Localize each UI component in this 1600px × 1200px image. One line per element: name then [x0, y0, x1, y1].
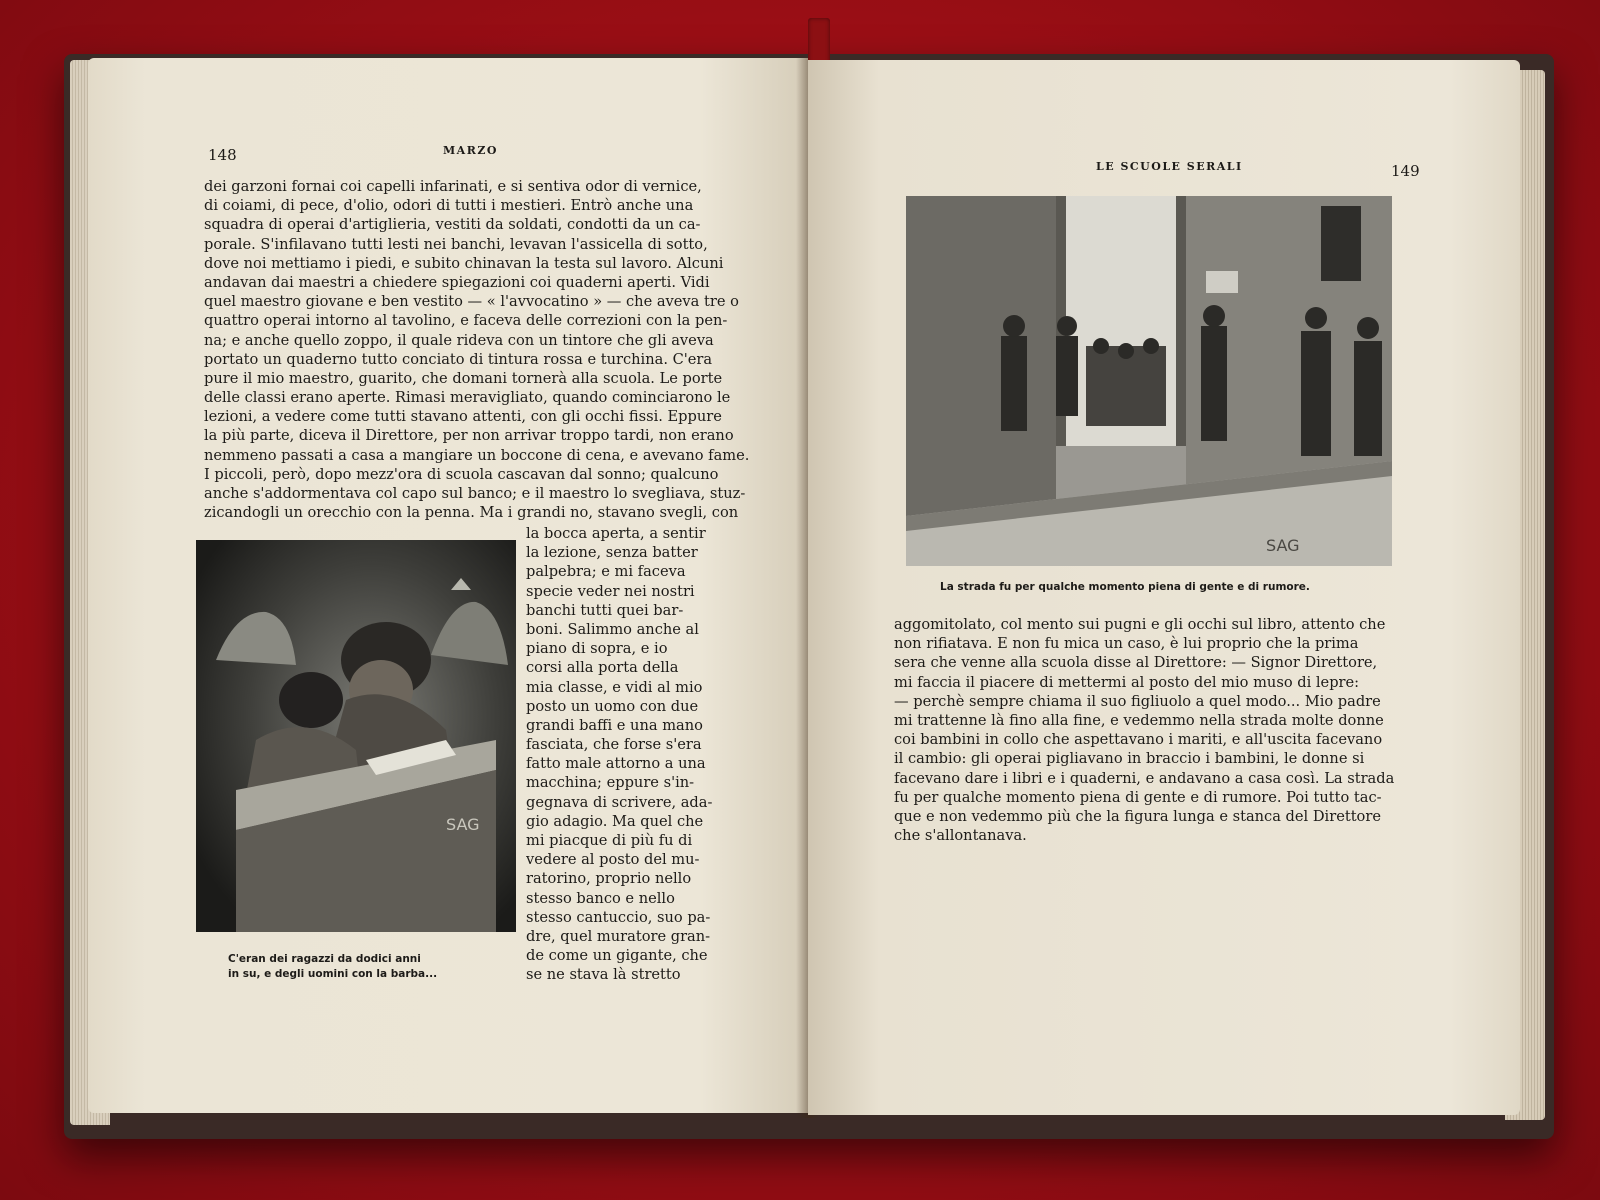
illustration-signature-left: SAG — [446, 815, 480, 834]
text-line: grandi baffi e una mano — [526, 716, 703, 734]
caption-left-line-2: in su, e degli uomini con la barba... — [228, 968, 438, 980]
text-line: que e non vedemmo più che la figura lunga e stanca del Direttore — [894, 807, 1381, 825]
text-line: zicandogli un orecchio con la penna. Ma i grandi no, stavano svegli, con — [204, 504, 739, 522]
running-head-left: MARZO — [443, 144, 498, 157]
text-line: nemmeno passati a casa a mangiare un boccone di cena, e avevano fame. — [204, 446, 750, 464]
text-line: il cambio: gli operai pigliavano in braccio i bambini, le donne si — [894, 750, 1365, 768]
text-line: se ne stava là stretto — [526, 966, 681, 984]
text-line: boni. Salimmo anche al — [526, 620, 699, 638]
text-line: gegnava di scrivere, ada- — [526, 793, 713, 811]
text-line: fu per qualche momento piena di gente e di rumore. Poi tutto tac- — [894, 788, 1382, 806]
text-line: mi trattenne là fino alla fine, e vedemmo nella strada molte donne — [894, 711, 1384, 729]
text-line: non rifiatava. E non fu mica un caso, è lui proprio che la prima — [894, 635, 1359, 653]
text-line: mi faccia il piacere di mettermi al posto del mio muso di lepre: — [894, 673, 1360, 691]
text-line: la lezione, senza batter — [526, 544, 698, 562]
caption-left — [228, 952, 437, 982]
text-line: specie veder nei nostri — [526, 582, 695, 600]
illustration-signature-right: SAG — [1266, 536, 1300, 555]
text-line: sera che venne alla scuola disse al Direttore: — Signor Direttore, — [894, 654, 1378, 672]
text-line: stesso banco e nello — [526, 889, 675, 907]
text-line: quel maestro giovane e ben vestito — « l'avvocatino » — che aveva tre o — [204, 293, 739, 311]
text-line: mi piacque di più fu di — [526, 832, 693, 849]
right-page — [808, 60, 1520, 1115]
text-line: coi bambini in collo che aspettavano i mariti, e all'uscita facevano — [894, 731, 1383, 749]
running-head-right: LE SCUOLE SERALI — [1096, 160, 1243, 173]
text-line: la bocca aperta, a sentir — [526, 525, 706, 542]
text-line: dei garzoni fornai coi capelli infarinati, e si sentiva odor di vernice, — [204, 178, 702, 195]
text-line: I piccoli, però, dopo mezz'ora di scuola cascavan dal sonno; qualcuno — [204, 465, 719, 483]
text-line: portato un quaderno tutto conciato di tintura rossa e turchina. C'era — [204, 350, 713, 368]
text-line: facevano dare i libri e i quaderni, e andavano a casa così. La strada — [894, 769, 1395, 787]
text-line: la più parte, diceva il Direttore, per non arrivar troppo tardi, non erano — [204, 427, 734, 445]
text-line: pure il mio maestro, guarito, che domani tornerà alla scuola. Le porte — [204, 369, 723, 387]
text-line: na; e anche quello zoppo, il quale rideva con un tintore che gli aveva — [204, 331, 714, 349]
left-narrow-text-block — [526, 524, 714, 985]
text-line: gio adagio. Ma quel che — [526, 812, 704, 830]
text-line: de come un gigante, che — [526, 947, 708, 965]
text-line: di coiami, di pece, d'olio, odori di tutti i mestieri. Entrò anche una — [204, 197, 694, 215]
caption-left-line-1: C'eran dei ragazzi da dodici anni — [228, 953, 421, 965]
text-line: aggomitolato, col mento sui pugni e gli occhi sul libro, attento che — [894, 616, 1386, 633]
text-line: squadra di operai d'artiglieria, vestiti da soldati, condotti da un ca- — [204, 216, 701, 234]
text-line: piano di sopra, e io — [526, 640, 668, 658]
text-line: stesso cantuccio, suo pa- — [526, 908, 711, 926]
text-line: ratorino, proprio nello — [526, 870, 692, 888]
page-number-right: 149 — [1391, 162, 1420, 180]
text-line: quattro operai intorno al tavolino, e faceva delle correzioni con la pen- — [204, 312, 728, 330]
text-line: — perchè sempre chiama il suo figliuolo a quel modo... Mio padre — [894, 692, 1381, 710]
caption-right: La strada fu per qualche momento piena di gente e di rumore. — [940, 581, 1310, 593]
text-line: fasciata, che forse s'era — [526, 736, 702, 754]
text-line: lezioni, a vedere come tutti stavano attenti, con gli occhi fissi. Eppure — [204, 408, 722, 426]
text-line: fatto male attorno a una — [526, 755, 706, 773]
text-line: palpebra; e mi faceva — [526, 563, 686, 581]
right-text-block — [894, 615, 1402, 845]
illustration-street-scene — [906, 196, 1392, 566]
text-line: dre, quel muratore gran- — [526, 927, 711, 945]
text-line: andavan dai maestri a chiedere spiegazioni coi quaderni aperti. Vidi — [204, 273, 710, 291]
illustration-night-school — [196, 540, 516, 932]
text-line: delle classi erano aperte. Rimasi meravigliato, quando cominciarono le — [204, 389, 731, 407]
page-number-left: 148 — [208, 146, 237, 164]
text-line: posto un uomo con due — [526, 697, 699, 715]
text-line: dove noi mettiamo i piedi, e subito chinavan la testa sul lavoro. Alcuni — [204, 254, 724, 272]
text-line: mia classe, e vidi al mio — [526, 678, 703, 696]
text-line: banchi tutti quei bar- — [526, 601, 684, 619]
text-line: anche s'addormentava col capo sul banco; e il maestro lo svegliava, stuz- — [204, 485, 746, 502]
bookmark-ribbon — [808, 18, 830, 66]
text-line: che s'allontanava. — [894, 827, 1027, 845]
text-line: macchina; eppure s'in- — [526, 774, 695, 792]
text-line: vedere al posto del mu- — [526, 851, 700, 869]
text-line: porale. S'infilavano tutti lesti nei banchi, levavan l'assicella di sotto, — [204, 235, 708, 253]
text-line: corsi alla porta della — [526, 659, 679, 677]
left-text-block — [204, 177, 816, 522]
left-page — [88, 58, 808, 1113]
